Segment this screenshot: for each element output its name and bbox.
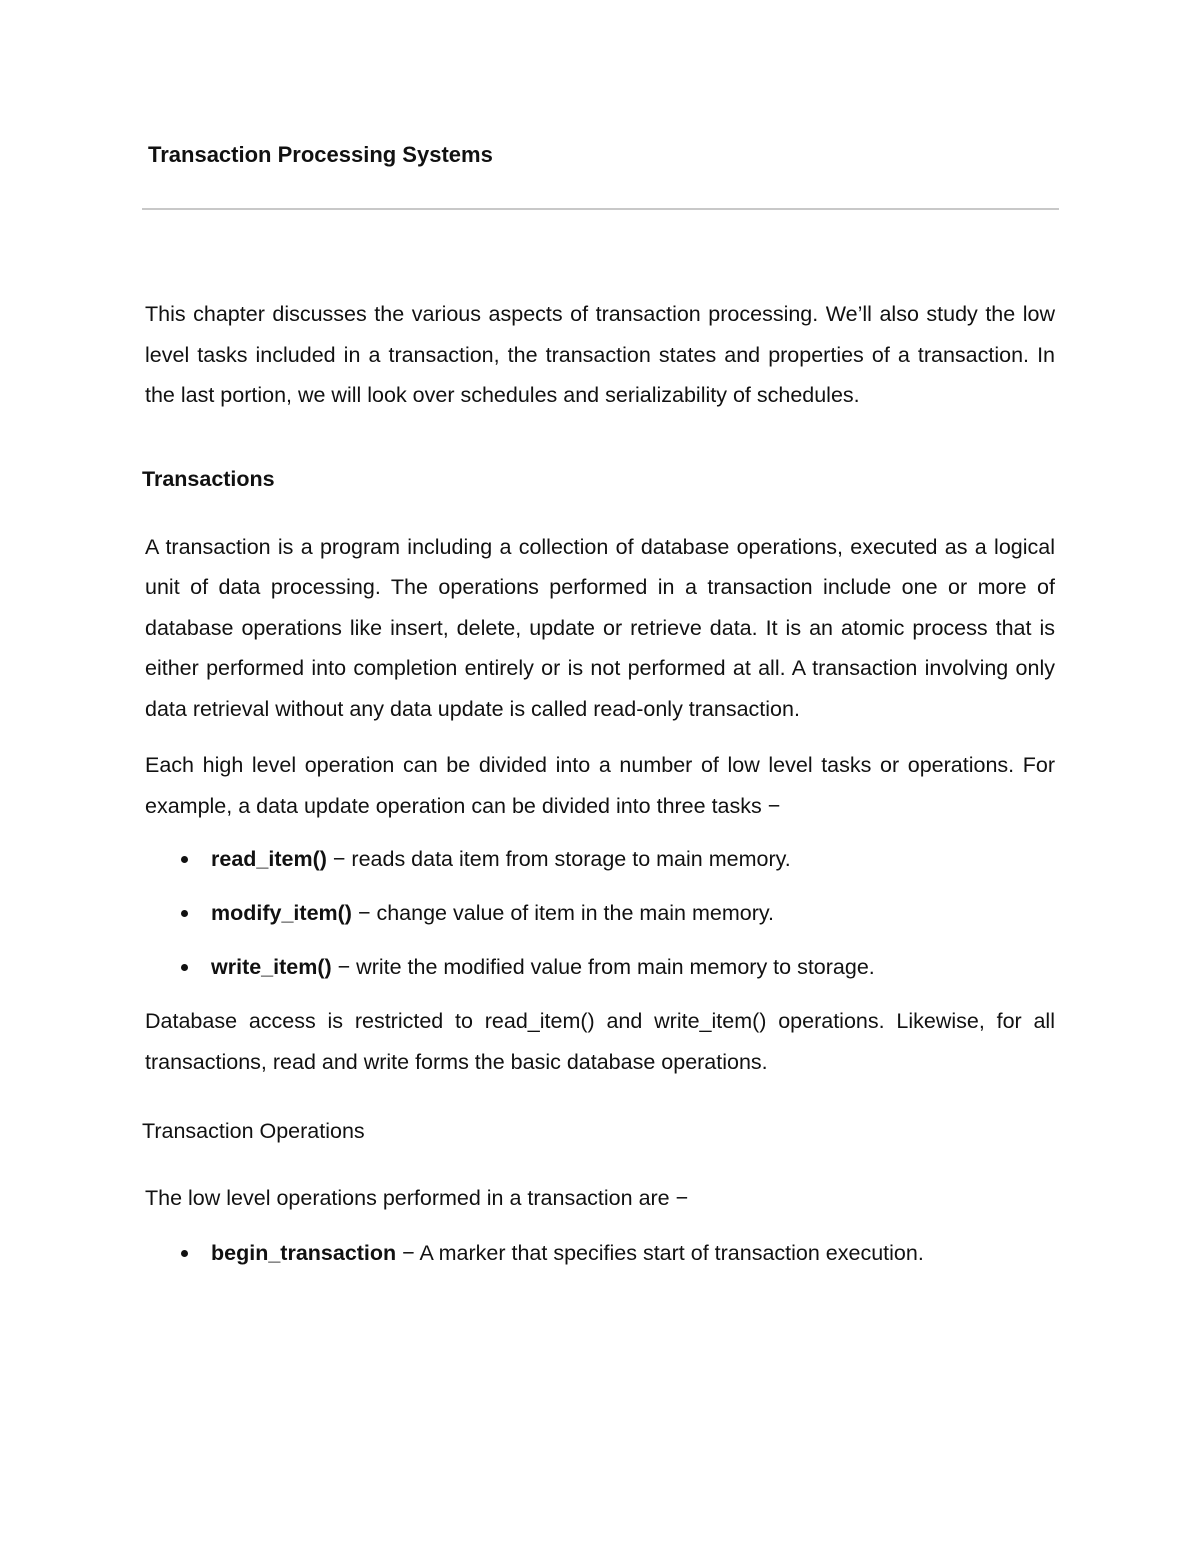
list-item [145,947,1055,987]
list-item [145,893,1055,933]
task-desc: − change value of item in the main memory. [351,901,775,925]
bullet-icon [181,910,188,917]
heading-transactions: Transactions [142,466,275,491]
task-name: read_item() [211,847,327,871]
heading-transaction-operations: Transaction Operations [142,1119,365,1143]
list-item [145,1233,1055,1273]
operation-list [145,1233,1055,1273]
task-name: modify_item() [211,901,352,925]
transaction-definition-paragraph: A transaction is a program including a collection of database operations, executed as a logical unit of data processing. The operations performed in a transaction include one or more of database operations like insert, delete, update or retrieve data. It is an atomic process that is either performed into completion entirely or is not performed at all. A transaction involving only data retrieval without any data update is called read-only transaction. [145,534,1055,721]
access-note-paragraph: Database access is restricted to read_item() and write_item() operations. Likewise, for all transactions, read and write forms the basic database operations. [145,1009,1055,1074]
low-level-tasks-paragraph: Each high level operation can be divided into a number of low level tasks or operations. For example, a data update operation can be divided into three tasks − [145,753,1055,818]
task-desc: − write the modified value from main memory to storage. [331,955,875,979]
operations-intro-paragraph: The low level operations performed in a transaction are − [145,1186,689,1210]
task-desc: − reads data item from storage to main memory. [326,847,791,871]
document-body [142,294,1055,1287]
task-name: write_item() [211,955,332,979]
bullet-icon [181,856,188,863]
bullet-icon [181,964,188,971]
document-title: Transaction Processing Systems [148,142,493,167]
title-divider [142,208,1059,210]
operation-desc: − A marker that specifies start of transaction execution. [396,1240,924,1265]
list-item [145,839,1055,879]
intro-paragraph: This chapter discusses the various aspects of transaction processing. We’ll also study the low level tasks included in a transaction, the transaction states and properties of a transaction. In the last portion, we will look over schedules and serializability of schedules. [145,302,1055,407]
bullet-icon [181,1250,188,1257]
task-list [145,839,1055,987]
operation-name: begin_transaction [211,1240,397,1265]
